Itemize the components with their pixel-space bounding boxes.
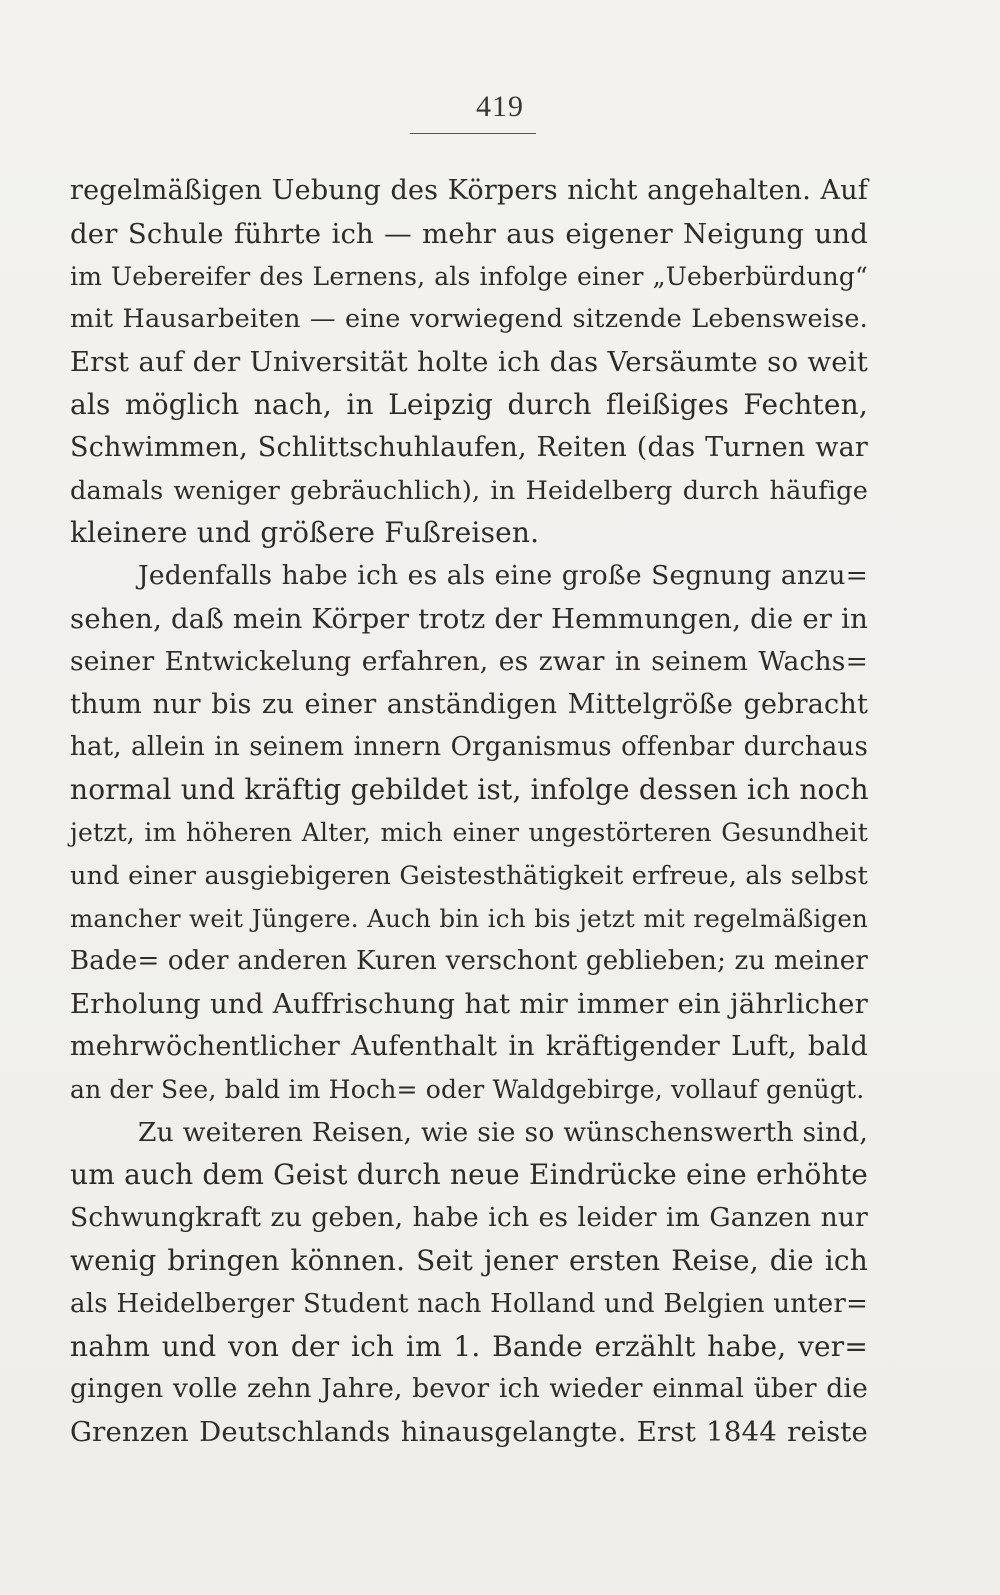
text-line: sehen, daß mein Körper trotz der Hemmungen, die er in xyxy=(70,602,868,635)
text-line: thum nur bis zu einer anständigen Mittelgröße gebracht xyxy=(70,688,868,720)
text-line: mehrwöchentlicher Aufenthalt in kräftigender Luft, bald xyxy=(70,1030,868,1062)
text-line: an der See, bald im Hoch= oder Waldgebirge, vollauf genügt. xyxy=(70,1074,865,1104)
text-line: seiner Entwickelung erfahren, es zwar in seinem Wachs= xyxy=(70,645,868,677)
header-rule xyxy=(410,133,536,134)
text-line: als Heidelberger Student nach Holland und Belgien unter= xyxy=(70,1288,868,1319)
paragraph-3 xyxy=(70,1112,868,1454)
text-line: Jedenfalls habe ich es als eine große Segnung anzu= xyxy=(138,560,868,592)
text-line: normal und kräftig gebildet ist, infolge dessen ich noch xyxy=(70,773,869,807)
text-line: mit Hausarbeiten — eine vorwiegend sitzende Lebensweise. xyxy=(70,304,868,335)
text-line: regelmäßigen Uebung des Körpers nicht angehalten. Auf xyxy=(70,175,868,206)
page-number: 419 xyxy=(476,90,524,123)
text-line: damals weniger gebräuchlich), in Heidelberg durch häufige xyxy=(70,475,868,506)
text-line: Erholung und Auffrischung hat mir immer ein jährlicher xyxy=(70,988,868,1021)
text-line: jetzt, im höheren Alter, mich einer ungestörteren Gesundheit xyxy=(70,817,868,847)
text-line: Erst auf der Universität holte ich das Versäumte so weit xyxy=(70,346,868,379)
text-line: Zu weiteren Reisen, wie sie so wünschenswerth sind, xyxy=(138,1116,868,1148)
text-line: wenig bringen können. Seit jener ersten Reise, die ich xyxy=(70,1243,868,1277)
text-line: nahm und von der ich im 1. Bande erzählt habe, ver= xyxy=(70,1329,868,1363)
paragraph-1 xyxy=(70,170,868,555)
text-line: kleinere und größere Fußreisen. xyxy=(70,516,540,550)
paragraph-2 xyxy=(70,555,868,1111)
text-line: Schwungkraft zu geben, habe ich es leider im Ganzen nur xyxy=(70,1202,868,1234)
text-line: mancher weit Jüngere. Auch bin ich bis jetzt mit regelmäßigen xyxy=(70,903,868,933)
text-line: Bade= oder anderen Kuren verschont geblieben; zu meiner xyxy=(70,946,868,977)
text-line: im Uebereifer des Lernens, als infolge einer „Ueberbürdung“ xyxy=(70,261,868,291)
text-line: als möglich nach, in Leipzig durch fleißiges Fechten, xyxy=(70,387,868,421)
body-text xyxy=(70,170,868,1454)
text-line: der Schule führte ich — mehr aus eigener Neigung und xyxy=(70,217,868,250)
text-line: Schwimmen, Schlittschuhlaufen, Reiten (das Turnen war xyxy=(70,431,868,463)
text-line: Grenzen Deutschlands hinausgelangte. Erst 1844 reiste xyxy=(70,1416,868,1449)
text-line: hat, allein in seinem innern Organismus offenbar durchaus xyxy=(70,732,868,763)
text-line: und einer ausgiebigeren Geistesthätigkeit erfreue, als selbst xyxy=(70,860,868,891)
text-line: um auch dem Geist durch neue Eindrücke eine erhöhte xyxy=(70,1158,869,1192)
text-line: gingen volle zehn Jahre, bevor ich wieder einmal über die xyxy=(70,1373,868,1405)
